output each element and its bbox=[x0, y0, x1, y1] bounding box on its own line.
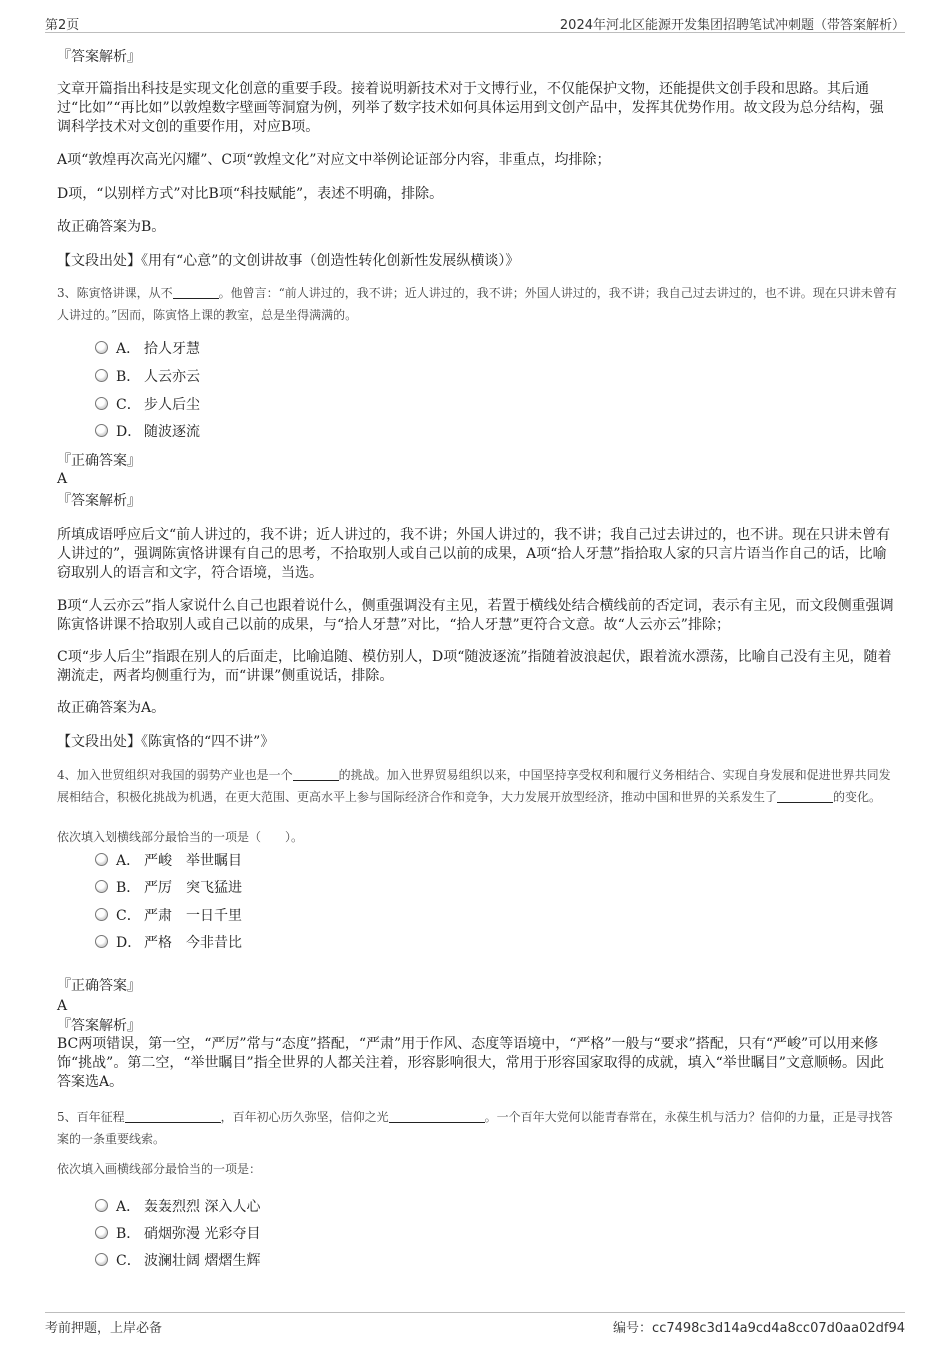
correct-answer: A bbox=[57, 998, 68, 1014]
option-c[interactable]: C． 波澜壮阔 熠熠生辉 bbox=[95, 1250, 260, 1272]
question-stem: 5、百年征程 ，百年初心历久弥坚，信仰之光 。一个百年大党何以能青春常在，永葆生机与活力？信仰的力量，正是寻找答案的一条重要线索。 bbox=[57, 1110, 893, 1146]
radio-icon[interactable] bbox=[95, 1253, 108, 1266]
analysis-paragraph: 故正确答案为B。 bbox=[57, 219, 166, 235]
option-a[interactable]: A． 轰轰烈烈 深入人心 bbox=[95, 1196, 260, 1218]
analysis-paragraph: 故正确答案为A。 bbox=[57, 700, 166, 716]
radio-icon[interactable] bbox=[95, 908, 108, 921]
analysis-paragraph: C项“步人后尘”指跟在别人的后面走，比喻追随、模仿别人，D项“随波逐流”指随着波浪起伏，跟着流水漂荡，比喻自己没有主见，随着潮流走，两者均侧重行为，而“讲课”侧重说话，排除。 bbox=[57, 649, 892, 684]
radio-icon[interactable] bbox=[95, 935, 108, 948]
radio-icon[interactable] bbox=[95, 1226, 108, 1239]
fill-blank bbox=[777, 788, 833, 803]
option-c[interactable]: C． 步人后尘 bbox=[95, 394, 200, 416]
radio-icon[interactable] bbox=[95, 397, 108, 410]
correct-answer-label: 『正确答案』 bbox=[57, 453, 141, 469]
source-citation: 【文段出处】《陈寅恪的“四不讲”》 bbox=[57, 734, 275, 750]
footer-slogan: 考前押题，上岸必备 bbox=[45, 1321, 163, 1336]
radio-icon[interactable] bbox=[95, 853, 108, 866]
analysis-paragraph: D项，“以别样方式”对比B项“科技赋能”，表述不明确，排除。 bbox=[57, 186, 444, 202]
option-d[interactable]: D． 严格 今非昔比 bbox=[95, 932, 242, 954]
analysis-paragraph: BC两项错误，第一空，“严厉”常与“态度”搭配，“严肃”用于作风、态度等语境中，“严格”一般与“要求”搭配，只有“严峻”可以用来修饰“挑战”。第二空，“举世瞩目”指全世界的人都关注着，形容影响很大，常用于形容国家取得的成就，填入“举世瞩目”文意顺畅。因此答案选A。 bbox=[57, 1036, 884, 1090]
question-stem: 3、陈寅恪讲课，从不 。他曾言：“前人讲过的，我不讲；近人讲过的，我不讲；外国人讲过的，我不讲；我自己过去讲过的，也不讲。现在只讲未曾有人讲过的。”因而，陈寅恪上课的教室，总是坐得满满的。 bbox=[57, 286, 897, 322]
option-a[interactable]: A． 严峻 举世瞩目 bbox=[95, 850, 242, 872]
fill-blank bbox=[293, 766, 339, 781]
option-b[interactable]: B． 硝烟弥漫 光彩夺目 bbox=[95, 1223, 260, 1245]
page-header bbox=[45, 12, 905, 33]
radio-icon[interactable] bbox=[95, 424, 108, 437]
option-a[interactable]: A． 拾人牙慧 bbox=[95, 338, 200, 360]
document-title: 2024年河北区能源开发集团招聘笔试冲刺题（带答案解析） bbox=[559, 18, 905, 33]
analysis-paragraph: B项“人云亦云”指人家说什么自己也跟着说什么，侧重强调没有主见，若置于横线处结合横线前的否定词，表示有主见，而文段侧重强调陈寅恪讲课不拾取别人或自己以前的成果，与“拾人牙慧”对比，“拾人牙慧”更符合文意。故“人云亦云”排除； bbox=[57, 598, 894, 633]
option-b[interactable]: B． 人云亦云 bbox=[95, 366, 200, 388]
radio-icon[interactable] bbox=[95, 880, 108, 893]
source-citation: 【文段出处】《用有“心意”的文创讲故事（创造性转化创新性发展纵横谈）》 bbox=[57, 253, 520, 269]
analysis-label: 『答案解析』 bbox=[57, 493, 141, 509]
analysis-paragraph: 文章开篇指出科技是实现文化创意的重要手段。接着说明新技术对于文博行业，不仅能保护文物，还能提供文创手段和思路。其后通过“比如”“再比如”以敦煌数字壁画等洞窟为例，列举了数字技术如何具体运用到文创产品中，发挥其优势作用。故文段为总分结构，强调科学技术对文创的重要作用，对应B项。 bbox=[57, 81, 884, 135]
radio-icon[interactable] bbox=[95, 1199, 108, 1212]
document-code: 编号：cc7498c3d14a9cd4a8cc07d0aa02df94 bbox=[613, 1321, 905, 1336]
radio-icon[interactable] bbox=[95, 369, 108, 382]
question-instruction: 依次填入画横线部分最恰当的一项是： bbox=[57, 1162, 262, 1176]
analysis-label: 『答案解析』 bbox=[57, 49, 141, 65]
question-stem: 4、加入世贸组织对我国的弱势产业也是一个 的挑战。加入世界贸易组织以来，中国坚持享受权利和履行义务相结合、实现自身发展和促进世界共同发展相结合，积极化挑战为机遇，在更大范围、更高水平上参与国际经济合作和竞争，大力发展开放型经济，推动中国和世界的关系发生了 的变化。 bbox=[57, 768, 891, 804]
correct-answer: A bbox=[57, 471, 68, 487]
fill-blank bbox=[173, 284, 219, 299]
radio-icon[interactable] bbox=[95, 341, 108, 354]
option-b[interactable]: B． 严厉 突飞猛进 bbox=[95, 877, 242, 899]
question-instruction: 依次填入划横线部分最恰当的一项是（ ）。 bbox=[57, 830, 304, 844]
fill-blank bbox=[389, 1108, 485, 1123]
page-number: 第2页 bbox=[45, 18, 80, 33]
fill-blank bbox=[125, 1108, 221, 1123]
correct-answer-label: 『正确答案』 bbox=[57, 978, 141, 994]
option-c[interactable]: C． 严肃 一日千里 bbox=[95, 905, 242, 927]
page-footer bbox=[45, 1312, 905, 1335]
analysis-paragraph: 所填成语呼应后文“前人讲过的，我不讲；近人讲过的，我不讲；外国人讲过的，我不讲；我自己过去讲过的，也不讲。现在只讲未曾有人讲过的”，强调陈寅恪讲课有自己的思考，不拾取别人或自己以前的成果，A项“拾人牙慧”指拾取人家的只言片语当作自己的话，比喻窃取别人的语言和文字，符合语境，当选。 bbox=[57, 527, 891, 581]
analysis-label: 『答案解析』 bbox=[57, 1018, 141, 1034]
option-d[interactable]: D． 随波逐流 bbox=[95, 421, 200, 443]
analysis-paragraph: A项“敦煌再次高光闪耀”、C项“敦煌文化”对应文中举例论证部分内容，非重点，均排除； bbox=[57, 152, 611, 168]
